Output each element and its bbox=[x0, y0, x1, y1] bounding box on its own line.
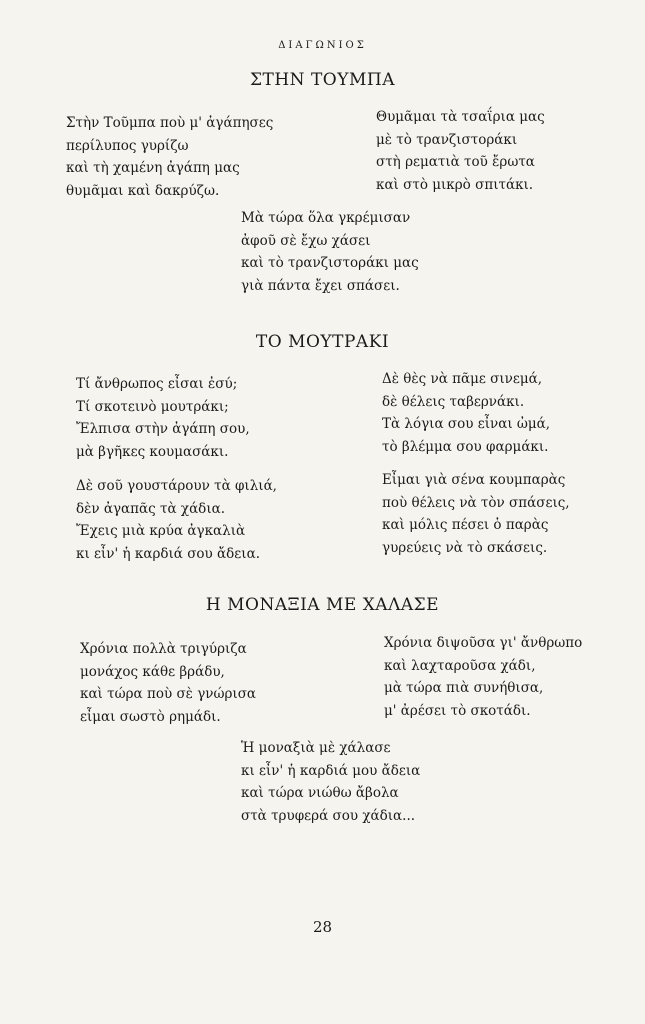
poem-title-i-monaxia-me-chalase: Η ΜΟΝΑΞΙΑ ΜΕ ΧΑΛΑΣΕ bbox=[205, 595, 440, 615]
verse-line: καὶ στὸ μικρὸ σπιτάκι. bbox=[376, 176, 534, 193]
stanza bbox=[382, 368, 550, 458]
verse-line: Τὰ λόγια σου εἶναι ὠμά, bbox=[382, 416, 551, 432]
verse-line: Χρόνια διψοῦσα γι' ἄνθρωπο bbox=[384, 635, 583, 651]
verse-line: δὲ θέλεις ταβερνάκι. bbox=[382, 393, 525, 410]
stanza bbox=[76, 373, 250, 463]
stanza bbox=[384, 632, 582, 722]
verse-line: κι εἶν' ἡ καρδιά μου ἄδεια bbox=[241, 762, 421, 779]
verse-line: Δὲ θὲς νὰ πᾶμε σινεμά, bbox=[382, 371, 543, 387]
stanza bbox=[382, 469, 570, 559]
page-number: 28 bbox=[312, 918, 333, 936]
verse-line: θυμᾶμαι καὶ δακρύζω. bbox=[66, 182, 220, 199]
stanza bbox=[66, 112, 273, 202]
verse-line: στὰ τρυφερά σου χάδια... bbox=[241, 807, 416, 824]
stanza bbox=[241, 737, 420, 827]
verse-line: μὰ βγῆκες κουμασάκι. bbox=[76, 443, 229, 460]
verse-line: κι εἶν' ἡ καρδιά σου ἄδεια. bbox=[76, 545, 260, 562]
verse-line: δὲν ἀγαπᾶς τὰ χάδια. bbox=[76, 500, 226, 517]
verse-line: καὶ λαχταροῦσα χάδι, bbox=[384, 657, 536, 674]
verse-line: Ἔλπισα στὴν ἀγάπη σου, bbox=[76, 421, 250, 437]
verse-line: Στὴν Τοῦμπα ποὺ μ' ἀγάπησες bbox=[66, 115, 274, 131]
verse-line: μὰ τώρα πιὰ συνήθισα, bbox=[384, 680, 544, 696]
verse-line: Ἡ μοναξιὰ μὲ χάλασε bbox=[241, 740, 391, 756]
verse-line: τὸ βλέμμα σου φαρμάκι. bbox=[382, 438, 549, 455]
stanza bbox=[376, 106, 545, 196]
stanza bbox=[80, 638, 256, 728]
verse-line: Εἶμαι γιὰ σένα κουμπαρὰς bbox=[382, 472, 566, 488]
verse-line: Τί σκοτεινὸ μουτράκι; bbox=[76, 398, 229, 415]
verse-line: καὶ τώρα νιώθω ἄβολα bbox=[241, 785, 399, 801]
stanza bbox=[241, 207, 419, 297]
poem-title-to-moutraki: ΤΟ ΜΟΥΤΡΑΚΙ bbox=[255, 332, 390, 352]
verse-line: καὶ μόλις πέσει ὁ παρὰς bbox=[382, 517, 549, 533]
verse-line: καὶ τώρα ποὺ σὲ γνώρισα bbox=[80, 686, 257, 702]
verse-line: ἀφοῦ σὲ ἔχω χάσει bbox=[241, 232, 371, 249]
verse-line: Μὰ τώρα ὅλα γκρέμισαν bbox=[241, 210, 411, 226]
verse-line: Τί ἄνθρωπος εἶσαι ἐσύ; bbox=[76, 376, 238, 392]
verse-line: μὲ τὸ τρανζιστοράκι bbox=[376, 131, 518, 148]
verse-line: μ' ἀρέσει τὸ σκοτάδι. bbox=[384, 702, 531, 719]
verse-line: μονάχος κάθε βράδυ, bbox=[80, 663, 225, 680]
stanza bbox=[76, 475, 277, 565]
verse-line: στὴ ρεματιὰ τοῦ ἔρωτα bbox=[376, 154, 535, 170]
poem-title-stin-toumpa: ΣΤΗΝ ΤΟΥΜΠΑ bbox=[250, 70, 395, 90]
running-head: ΔΙΑΓΩΝΙΟΣ bbox=[278, 40, 367, 51]
verse-line: γιὰ πάντα ἔχει σπάσει. bbox=[241, 277, 400, 294]
verse-line: Θυμᾶμαι τὰ τσαΐρια μας bbox=[376, 109, 545, 125]
verse-line: Χρόνια πολλὰ τριγύριζα bbox=[80, 641, 247, 657]
verse-line: ποὺ θέλεις νὰ τὸν σπάσεις, bbox=[382, 494, 570, 511]
verse-line: καὶ τὸ τρανζιστοράκι μας bbox=[241, 255, 419, 271]
verse-line: Ἔχεις μιὰ κρύα ἀγκαλιὰ bbox=[76, 523, 246, 539]
verse-line: γυρεύεις νὰ τὸ σκάσεις. bbox=[382, 539, 548, 556]
verse-line: καὶ τὴ χαμένη ἀγάπη μας bbox=[66, 160, 240, 176]
verse-line: Δὲ σοῦ γουστάρουν τὰ φιλιά, bbox=[76, 478, 277, 494]
verse-line: περίλυπος γυρίζω bbox=[66, 137, 189, 154]
verse-line: εἶμαι σωστὸ ρημάδι. bbox=[80, 708, 221, 725]
